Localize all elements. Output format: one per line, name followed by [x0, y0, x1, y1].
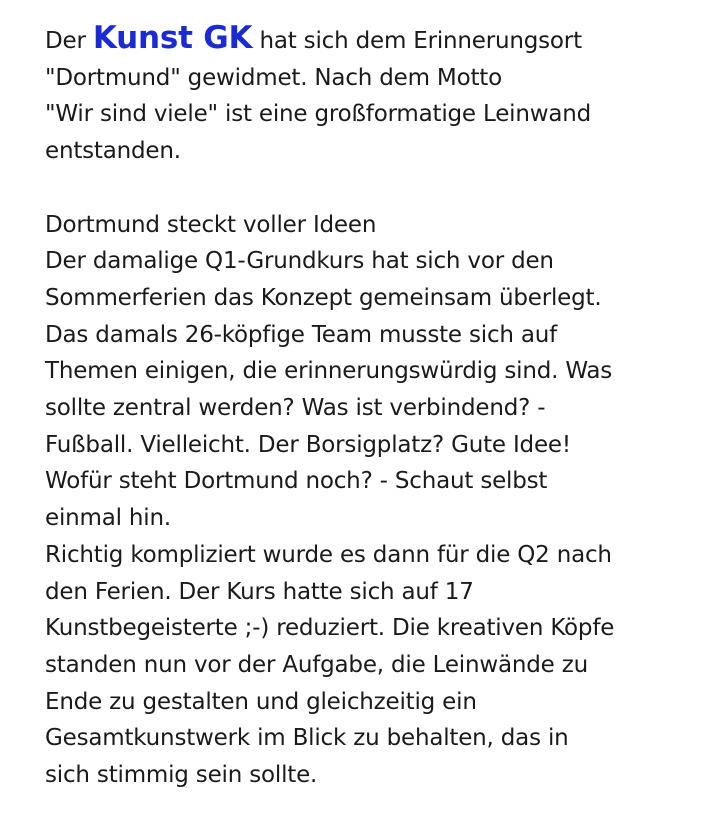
- intro-prefix: Der: [45, 28, 93, 54]
- intro-line-2: "Dortmund" gewidmet. Nach dem Motto: [45, 64, 502, 91]
- paragraph2-line: den Ferien. Der Kurs hatte sich auf 17: [45, 578, 474, 605]
- paragraph1-line: Der damalige Q1-Grundkurs hat sich vor den: [45, 248, 554, 275]
- paragraph-spacer: [45, 170, 705, 207]
- intro-line-1: [45, 20, 705, 60]
- paragraph2-line: Ende zu gestalten und gleichzeitig ein: [45, 688, 477, 715]
- paragraph1-line: Das damals 26-köpfige Team musste sich auf: [45, 321, 558, 348]
- intro-line-3: "Wir sind viele" ist eine großformatige Leinwand: [45, 101, 592, 128]
- article-body: [45, 20, 705, 794]
- paragraph1-line: Wofür steht Dortmund noch? - Schaut selbst: [45, 468, 548, 495]
- paragraph2-line: Richtig kompliziert wurde es dann für die Q2 nach: [45, 541, 612, 568]
- section-heading: Dortmund steckt voller Ideen: [45, 211, 377, 238]
- course-name-highlight: Kunst GK: [92, 20, 253, 56]
- intro-line-4: entstanden.: [45, 138, 181, 165]
- paragraph1-line: Themen einigen, die erinnerungswürdig sind. Was: [45, 358, 613, 385]
- paragraph1-line: Sommerferien das Konzept gemeinsam überlegt.: [45, 284, 602, 311]
- paragraph1-line: Fußball. Vielleicht. Der Borsigplatz? Gute Idee!: [45, 431, 571, 458]
- paragraph2-line: Gesamtkunstwerk im Blick zu behalten, das in: [45, 725, 569, 752]
- paragraph2-line: sich stimmig sein sollte.: [45, 762, 318, 789]
- intro-suffix: hat sich dem Erinnerungsort: [252, 28, 582, 54]
- paragraph2-line: Kunstbegeisterte ;-) reduziert. Die kreativen Köpfe: [45, 615, 615, 642]
- paragraph2-line: standen nun vor der Aufgabe, die Leinwände zu: [45, 651, 588, 678]
- paragraph1-line: einmal hin.: [45, 505, 171, 532]
- paragraph1-line: sollte zentral werden? Was ist verbindend? -: [45, 395, 546, 422]
